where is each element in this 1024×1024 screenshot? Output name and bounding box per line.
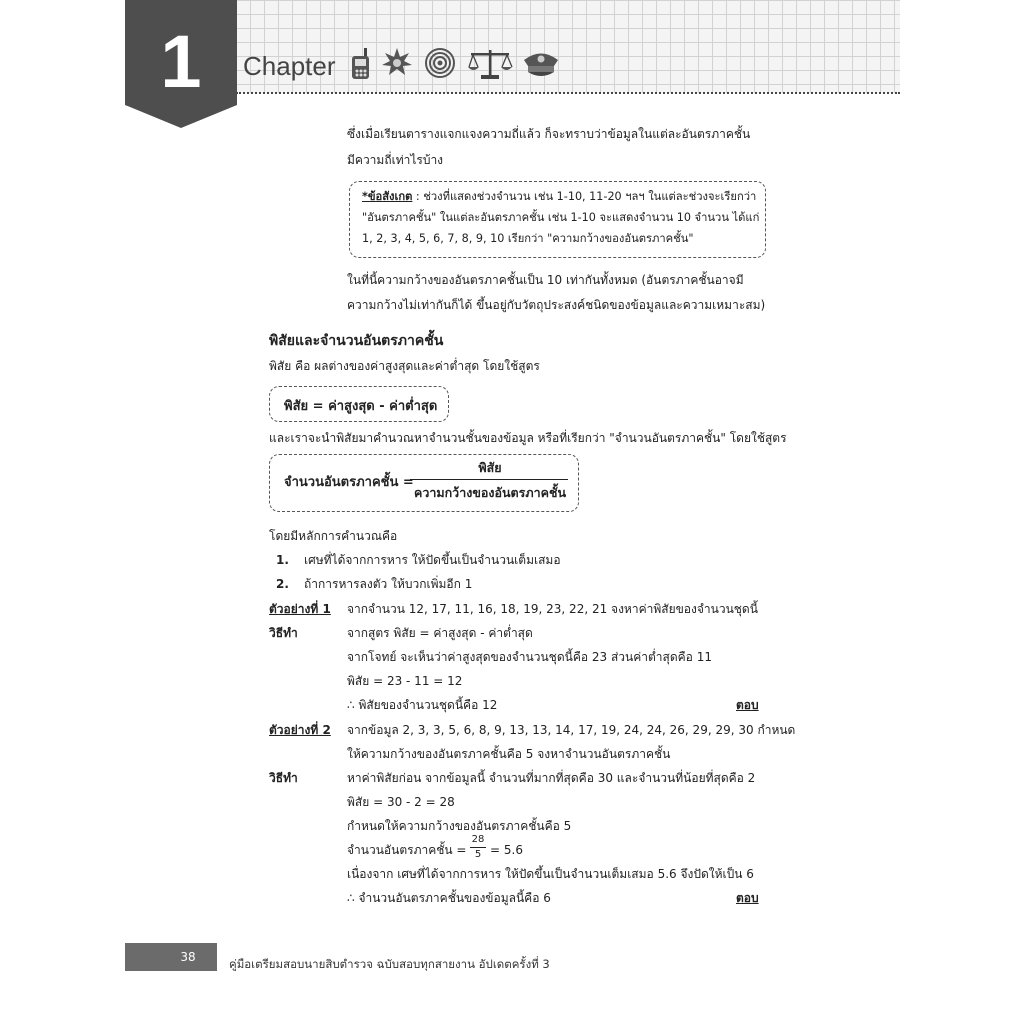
rule-number: 2. <box>276 577 289 591</box>
class-count-formula-box <box>269 454 579 512</box>
rule-text: ถ้าการหารลงตัว ให้บวกเพิ่มอีก 1 <box>304 577 473 591</box>
example-2-step: พิสัย = 30 - 2 = 28 <box>347 795 455 809</box>
example-2-calc-prefix: จำนวนอันตรภาคชั้น = <box>347 843 467 857</box>
example-1-step: พิสัย = 23 - 11 = 12 <box>347 674 463 688</box>
example-2-question-line-1: จากข้อมูล 2, 3, 3, 5, 6, 8, 9, 13, 13, 14, 17, 19, 24, 24, 26, 29, 29, 30 กำหนด <box>347 723 796 737</box>
header-dotted-rule <box>236 92 900 94</box>
example-1-step: จากโจทย์ จะเห็นว่าค่าสูงสุดของจำนวนชุดนี้คือ 23 ส่วนค่าต่ำสุดคือ 11 <box>347 650 712 664</box>
intro-line-1: ซึ่งเมื่อเรียนตารางแจกแจงความถี่แล้ว ก็จะทราบว่าข้อมูลในแต่ละอันตรภาคชั้น <box>347 127 751 141</box>
example-2-question-line-2: ให้ความกว้างของอันตรภาคชั้นคือ 5 จงหาจำนวนอันตรภาคชั้น <box>347 747 671 761</box>
note-label: *ข้อสังเกต <box>362 190 413 203</box>
chapter-number: 1 <box>160 20 202 103</box>
footer-title: คู่มือเตรียมสอบนายสิบตำรวจ ฉบับสอบทุกสายงาน อัปเดตครั้งที่ 3 <box>229 957 550 971</box>
example-2-label: ตัวอย่างที่ 2 <box>269 723 331 737</box>
intro-line-2: มีความถี่เท่าไรบ้าง <box>347 153 444 167</box>
scales-icon <box>467 47 513 81</box>
rule-text: เศษที่ได้จากการหาร ให้ปัดขึ้นเป็นจำนวนเต็มเสมอ <box>304 553 561 567</box>
after-note-line-2: ความกว้างไม่เท่ากันก็ได้ ขึ้นอยู่กับวัตถุประสงค์ชนิดของข้อมูลและความเหมาะสม) <box>347 298 766 312</box>
example-1-question: จากจำนวน 12, 17, 11, 16, 18, 19, 23, 22, 21 จงหาค่าพิสัยของจำนวนชุดนี้ <box>347 602 758 616</box>
page-number: 38 <box>180 950 196 964</box>
inline-fraction-numerator: 28 <box>471 834 485 845</box>
fraction-bar <box>410 479 568 480</box>
example-2-conclusion: ∴ จำนวนอันตรภาคชั้นของข้อมูลนี้คือ 6 <box>347 891 551 905</box>
inline-fraction-denominator: 5 <box>474 849 482 860</box>
example-1-conclusion: ∴ พิสัยของจำนวนชุดนี้คือ 12 <box>347 698 498 712</box>
example-1-method-label: วิธีทำ <box>269 626 298 640</box>
class-formula-denominator: ความกว้างของอันตรภาคชั้น <box>413 485 567 500</box>
range-definition: พิสัย คือ ผลต่างของค่าสูงสุดและค่าต่ำสุด โดยใช้สูตร <box>269 359 540 373</box>
example-2-step: เนื่องจาก เศษที่ได้จากการหาร ให้ปัดขึ้นเป็นจำนวนเต็มเสมอ 5.6 จึงปัดให้เป็น 6 <box>347 867 754 881</box>
note-line-2: "อันตรภาคชั้น" ในแต่ละอันตรภาคชั้น เช่น 1-10 จะแสดงจำนวน 10 จำนวน ได้แก่ <box>362 211 760 224</box>
example-1-answer-label: ตอบ <box>736 698 759 712</box>
example-1-label: ตัวอย่างที่ 1 <box>269 602 331 616</box>
note-box <box>349 181 766 258</box>
chapter-title: Chapter <box>243 51 336 81</box>
target-icon <box>424 47 456 79</box>
rule-number: 1. <box>276 553 289 567</box>
example-1-step: จากสูตร พิสัย = ค่าสูงสุด - ค่าต่ำสุด <box>347 626 533 640</box>
inline-fraction <box>470 834 486 861</box>
example-2-step: กำหนดให้ความกว้างของอันตรภาคชั้นคือ 5 <box>347 819 572 833</box>
after-note-line-1: ในที่นี้ความกว้างของอันตรภาคชั้นเป็น 10 เท่ากันทั้งหมด (อันตรภาคชั้นอาจมี <box>347 273 744 287</box>
police-cap-icon <box>522 47 560 81</box>
example-2-answer-label: ตอบ <box>736 891 759 905</box>
police-star-icon <box>381 47 413 79</box>
example-2-method-label: วิธีทำ <box>269 771 298 785</box>
note-line-3: 1, 2, 3, 4, 5, 6, 7, 8, 9, 10 เรียกว่า "ความกว้างของอันตรภาคชั้น" <box>362 232 694 245</box>
range-formula: พิสัย = ค่าสูงสุด - ค่าต่ำสุด <box>284 399 438 414</box>
class-formula-numerator: พิสัย <box>478 460 502 475</box>
radio-icon <box>349 47 373 81</box>
example-2-step: หาค่าพิสัยก่อน จากข้อมูลนี้ จำนวนที่มากที่สุดคือ 30 และจำนวนที่น้อยที่สุดคือ 2 <box>347 771 756 785</box>
rules-intro: โดยมีหลักการคำนวณคือ <box>269 529 398 543</box>
range-formula-box <box>269 386 449 422</box>
class-count-intro: และเราจะนำพิสัยมาคำนวณหาจำนวนชั้นของข้อมูล หรือที่เรียกว่า "จำนวนอันตรภาคชั้น" โดยใช้สูตร <box>269 431 787 445</box>
note-line-1: : ช่วงที่แสดงช่วงจำนวน เช่น 1-10, 11-20 ฯลฯ ในแต่ละช่วงจะเรียกว่า <box>412 190 757 203</box>
class-formula-lhs: จำนวนอันตรภาคชั้น = <box>284 475 414 490</box>
fraction-bar <box>470 847 486 848</box>
section-heading: พิสัยและจำนวนอันตรภาคชั้น <box>269 333 444 349</box>
example-2-calc-result: = 5.6 <box>490 843 523 857</box>
